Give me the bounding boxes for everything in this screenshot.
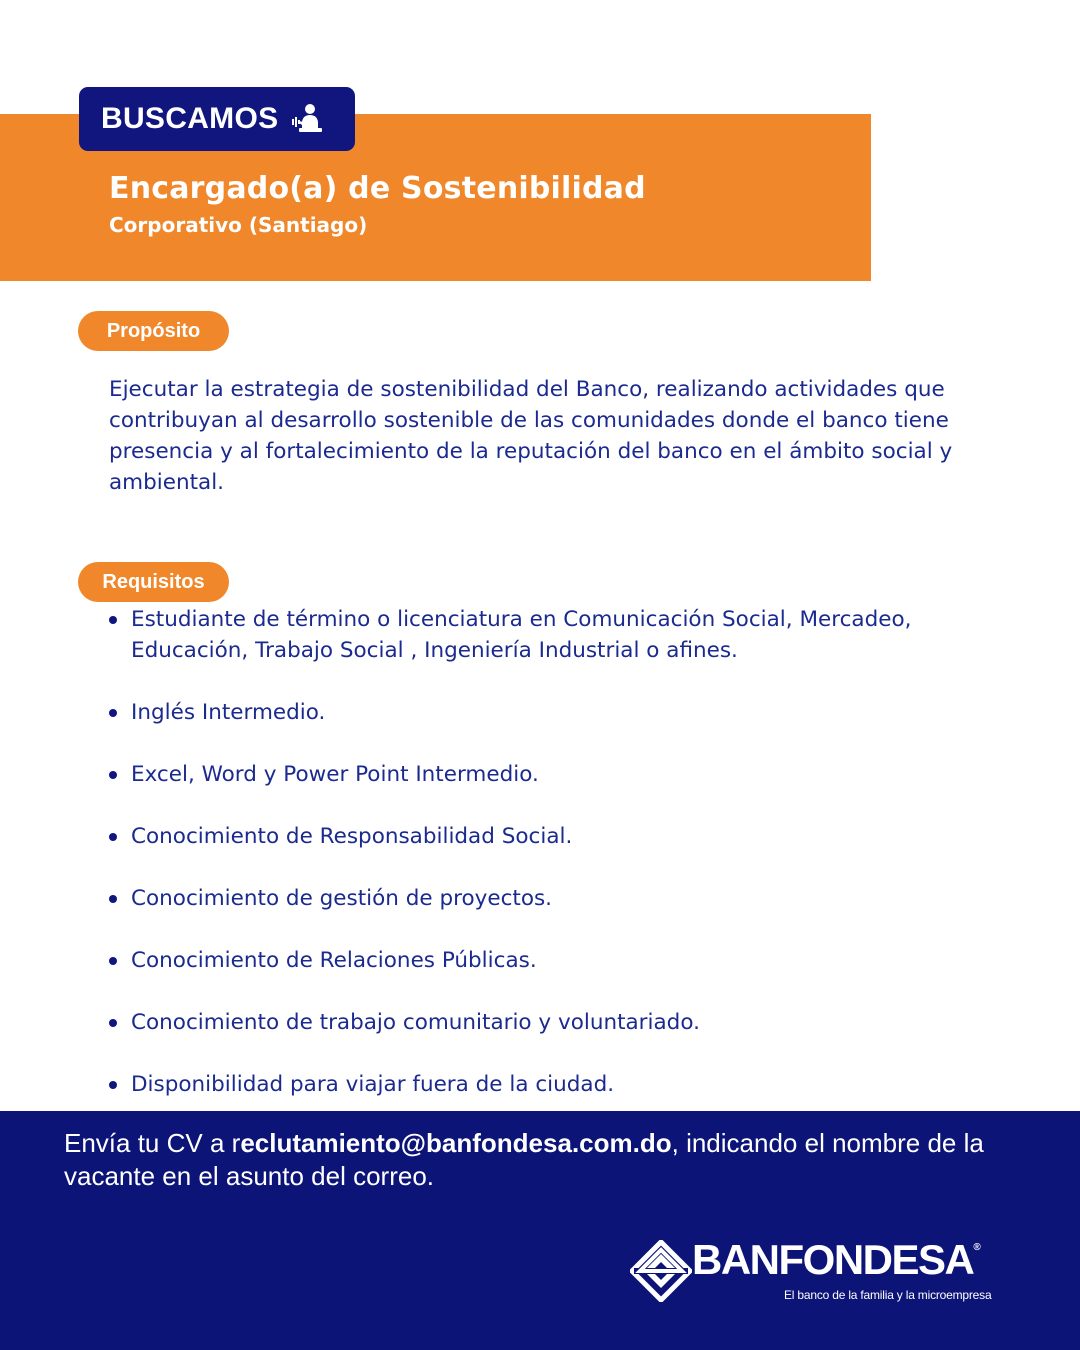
logo-wordmark: BANFONDESA® [692, 1236, 981, 1283]
requirement-item: Disponibilidad para viajar fuera de la ciudad. [131, 1069, 931, 1100]
bullet-icon [109, 957, 117, 965]
buscamos-badge [79, 87, 355, 151]
requirement-item: Inglés Intermedio. [131, 697, 931, 728]
bullet-icon [109, 771, 117, 779]
bullet-icon [109, 709, 117, 717]
requirement-item: Estudiante de término o licenciatura en Comunicación Social, Mercadeo, Educación, Trabajo Social , Ingeniería Industrial o afines. [131, 604, 931, 666]
requirement-item: Conocimiento de Relaciones Públicas. [131, 945, 931, 976]
purpose-text: Ejecutar la estrategia de sostenibilidad del Banco, realizando actividades que contribuyan al desarrollo sostenible de las comunidades donde el banco tiene presencia y al fortalecimiento de la reputación del banco en el ámbito social y ambiental. [109, 377, 953, 495]
recruitment-email[interactable]: eclutamiento@banfondesa.com.do [240, 1128, 672, 1158]
logo-tagline: El banco de la familia y la microempresa [784, 1288, 992, 1302]
banfondesa-logo [630, 1238, 1002, 1308]
bullet-icon [109, 1081, 117, 1089]
apply-instructions: Envía tu CV a reclutamiento@banfondesa.com.do, indicando el nombre de la vacante en el asunto del correo. [64, 1128, 984, 1191]
bullet-icon [109, 895, 117, 903]
requirements-label: Requisitos [78, 562, 229, 602]
person-at-laptop-icon [290, 102, 324, 136]
requirement-item: Conocimiento de trabajo comunitario y voluntariado. [131, 1007, 931, 1038]
requirement-item: Conocimiento de gestión de proyectos. [131, 883, 931, 914]
footer [0, 1111, 1080, 1350]
bullet-icon [109, 1019, 117, 1027]
badge-label: BUSCAMOS [101, 102, 279, 135]
banfondesa-diamond-icon [630, 1240, 692, 1302]
purpose-label: Propósito [78, 311, 229, 351]
job-title: Encargado(a) de Sostenibilidad [109, 171, 646, 206]
bullet-icon [109, 616, 117, 624]
job-location: Corporativo (Santiago) [109, 213, 368, 237]
requirement-item: Excel, Word y Power Point Intermedio. [131, 759, 931, 790]
bullet-icon [109, 833, 117, 841]
requirement-item: Conocimiento de Responsabilidad Social. [131, 821, 931, 852]
